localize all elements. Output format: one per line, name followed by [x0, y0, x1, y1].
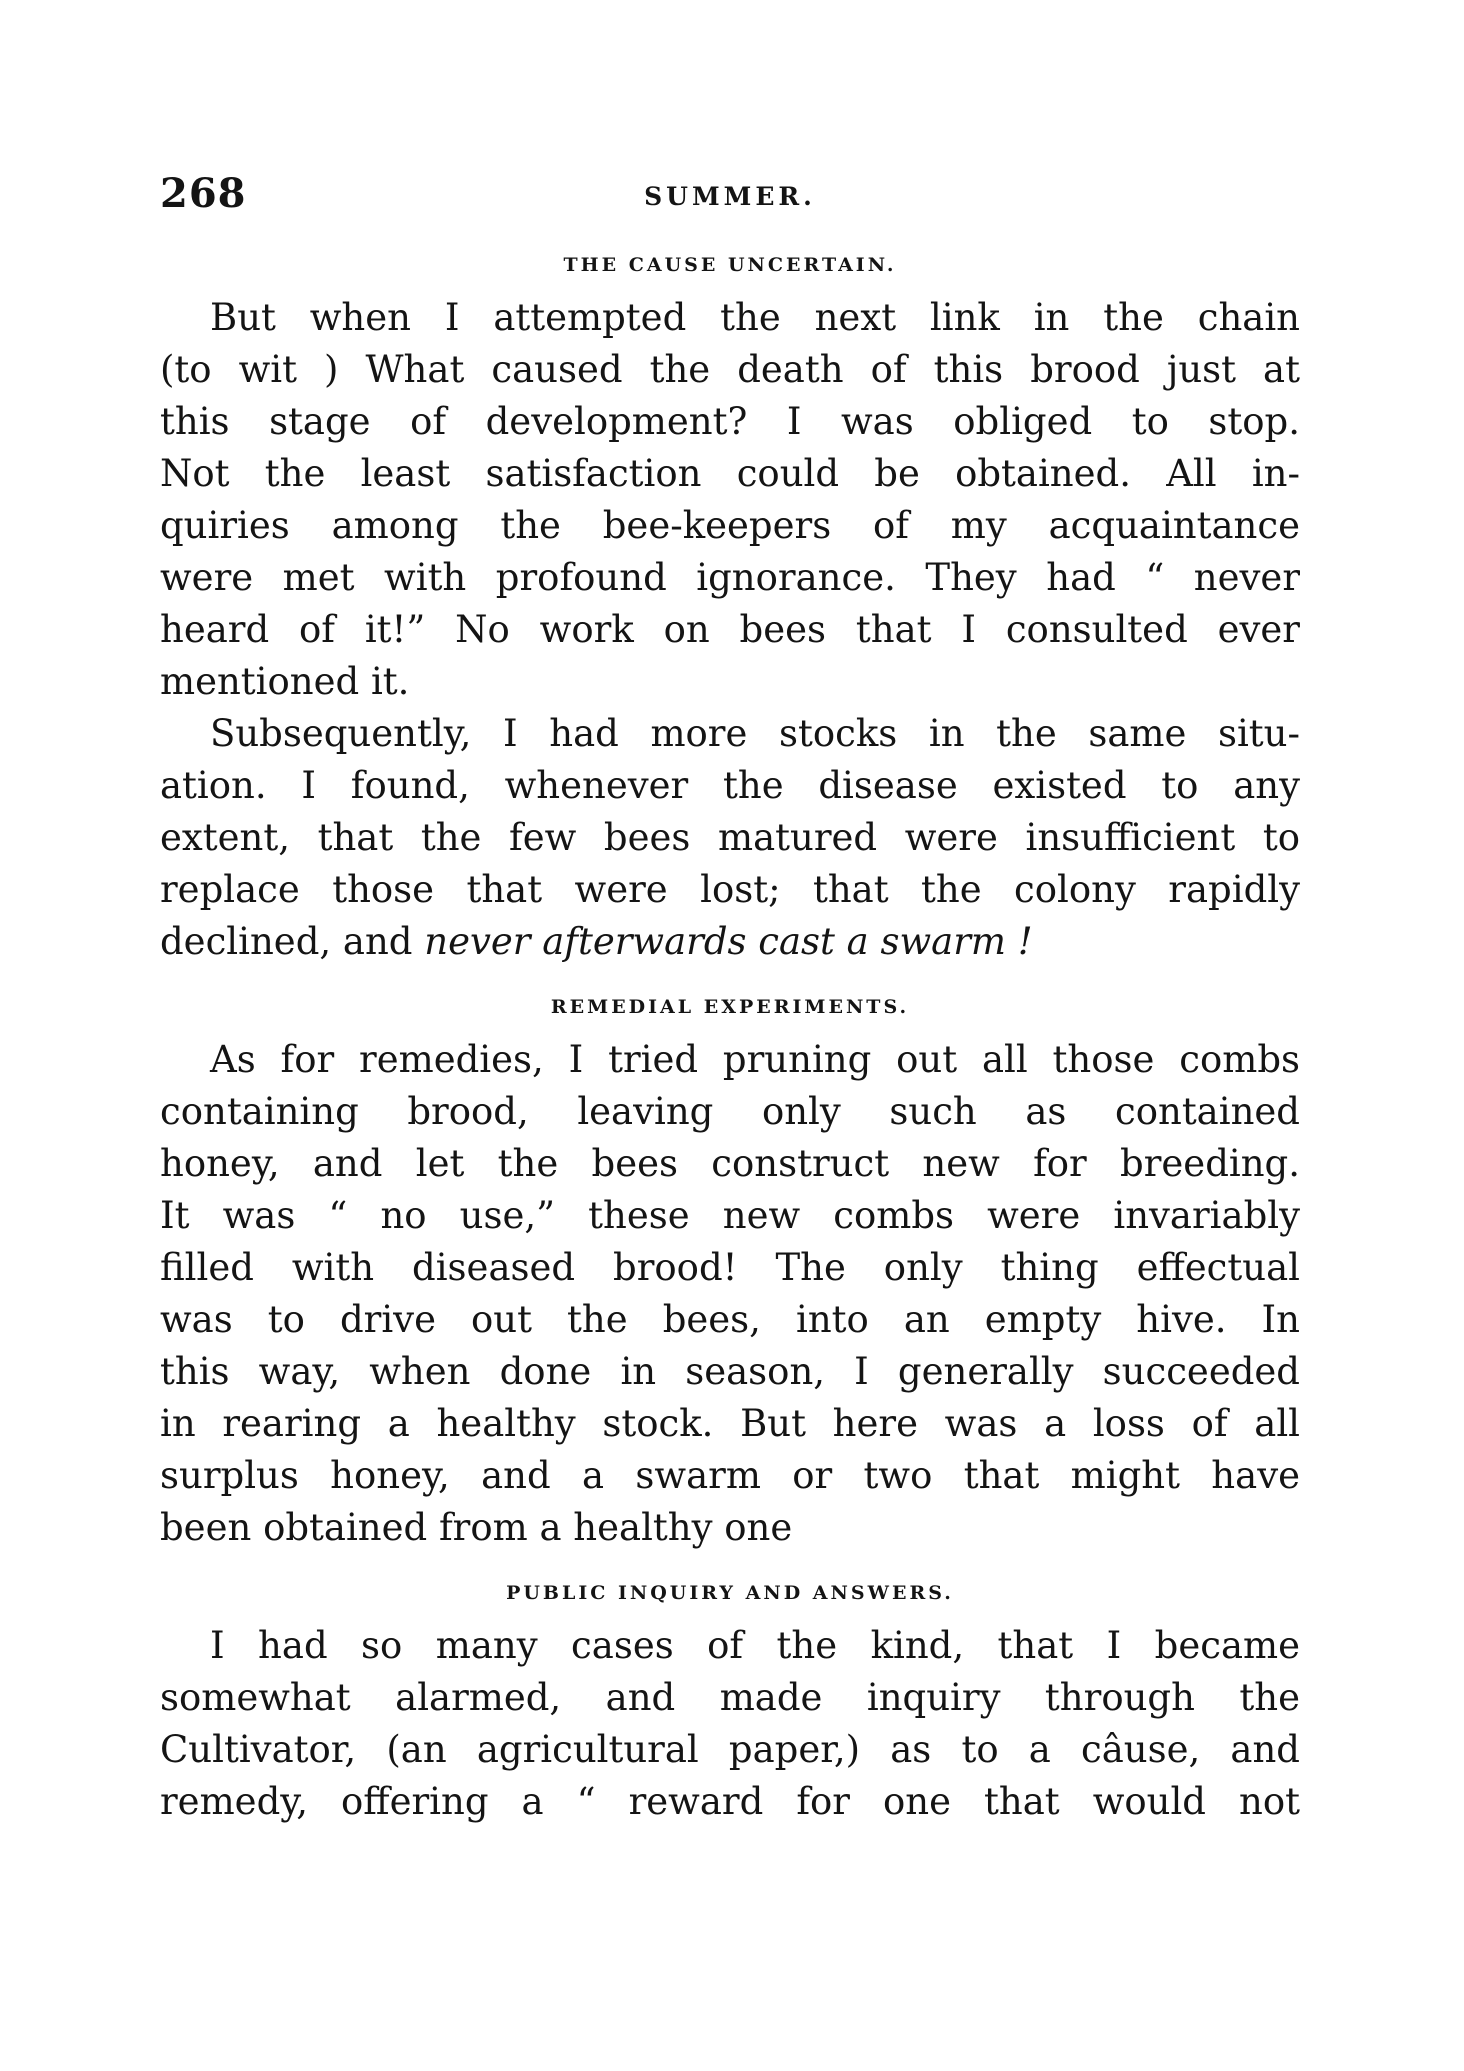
text-line	[160, 916, 1300, 968]
text-line: in rearing a healthy stock. But here was a loss of all	[160, 1402, 1300, 1445]
section-cause-uncertain	[160, 254, 1300, 968]
running-head	[160, 170, 1300, 226]
page-number: 268	[160, 170, 247, 217]
text-line: quiries among the bee-keepers of my acquaintance	[160, 504, 1300, 547]
text-line: been obtained from a healthy one	[160, 1506, 793, 1549]
text-line: somewhat alarmed, and made inquiry through the	[160, 1676, 1300, 1719]
section-public-inquiry	[160, 1582, 1300, 1828]
book-page	[160, 170, 1300, 1828]
section-heading: REMEDIAL EXPERIMENTS.	[550, 996, 910, 1018]
text-line: Subsequently, I had more stocks in the same situ-	[210, 712, 1300, 755]
text-line: extent, that the few bees matured were insufficient to	[160, 816, 1300, 859]
text-line: containing brood, leaving only such as contained	[160, 1090, 1300, 1133]
text-line: surplus honey, and a swarm or two that might have	[160, 1454, 1300, 1497]
running-title: SUMMER.	[644, 182, 816, 211]
section-heading: THE CAUSE UNCERTAIN.	[563, 254, 897, 276]
text-line: But when I attempted the next link in the chain	[210, 296, 1300, 339]
text-line: filled with diseased brood! The only thing effectual	[160, 1246, 1300, 1289]
text-line: It was “ no use,” these new combs were invariably	[160, 1194, 1300, 1237]
text-line: were met with profound ignorance. They had “ never	[160, 556, 1300, 599]
section-heading: PUBLIC INQUIRY AND ANSWERS.	[506, 1582, 954, 1604]
paragraph	[160, 708, 1300, 968]
text-line: I had so many cases of the kind, that I became	[210, 1624, 1300, 1667]
text-line: this way, when done in season, I generally succeeded	[160, 1350, 1300, 1393]
emphasis-text: never afterwards cast a swarm !	[424, 920, 1033, 963]
text-line: heard of it!” No work on bees that I consulted ever	[160, 608, 1300, 651]
text-line: honey, and let the bees construct new for breeding.	[160, 1142, 1300, 1185]
text-line: mentioned it.	[160, 660, 410, 703]
text-line: As for remedies, I tried pruning out all those combs	[210, 1038, 1300, 1081]
paragraph	[160, 1034, 1300, 1554]
text-line: Not the least satisfaction could be obtained. All in-	[160, 452, 1300, 495]
text-line: replace those that were lost; that the colony rapidly	[160, 868, 1300, 911]
paragraph	[160, 292, 1300, 708]
text-line: remedy, offering a “ reward for one that would not	[160, 1780, 1300, 1823]
text-line: was to drive out the bees, into an empty hive. In	[160, 1298, 1300, 1341]
text-line: ation. I found, whenever the disease existed to any	[160, 764, 1300, 807]
section-remedial-experiments	[160, 996, 1300, 1554]
text-line: this stage of development? I was obliged to stop.	[160, 400, 1300, 443]
text-line: Cultivator, (an agricultural paper,) as to a câuse, and	[160, 1728, 1300, 1771]
text-line: (to wit ) What caused the death of this brood just at	[160, 348, 1300, 391]
paragraph	[160, 1620, 1300, 1828]
text-run: declined, and	[160, 920, 425, 963]
